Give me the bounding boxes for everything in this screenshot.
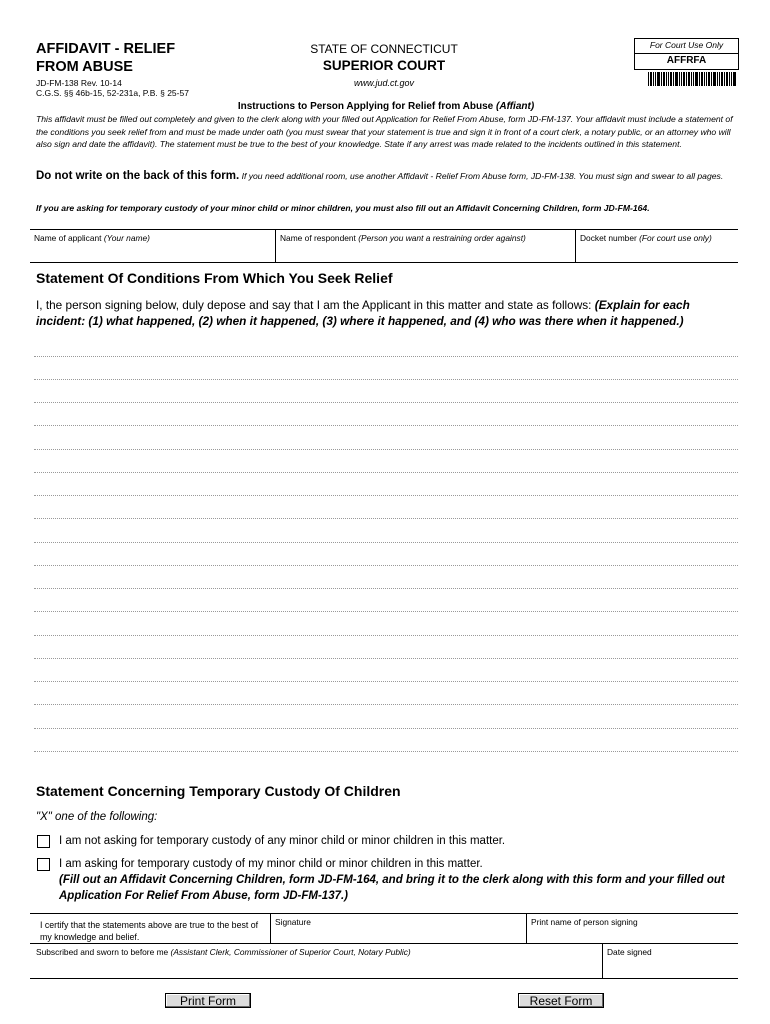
court-website: www.jud.ct.gov — [353, 78, 415, 88]
statement-line — [34, 518, 738, 519]
statement-intro — [36, 297, 742, 329]
statement-line — [34, 681, 738, 682]
statement-line — [34, 472, 738, 473]
statement-line — [34, 449, 738, 450]
statement-intro-bold: (Explain for each incident: (1) what happened, (2) when it happened, (3) where it happened, and (4) who was there when it happened.) — [36, 298, 690, 328]
sworn-row — [30, 943, 738, 979]
court-name: SUPERIOR COURT — [322, 58, 446, 73]
statutes: C.G.S. §§ 46b-15, 52-231a, P.B. § 25-57 — [36, 88, 189, 98]
applicant-name-hint: (Your name) — [103, 233, 150, 243]
statement-heading: Statement Of Conditions From Which You Seek Relief — [36, 270, 393, 286]
custody-instruction: "X" one of the following: — [36, 811, 158, 823]
date-signed-label: Date signed — [607, 947, 652, 957]
statement-line — [34, 611, 738, 612]
instructions-heading-affiant: (Affiant) — [496, 101, 535, 112]
custody-option1-checkbox[interactable] — [37, 835, 50, 848]
court-use-code: AFFRFA — [666, 55, 707, 66]
do-not-write-bold: Do not write on the back of this form. — [36, 170, 240, 182]
instructions-body: This affidavit must be filled out completely and given to the clerk along with your filled out Application for Relief From Abuse, form JD-FM-137. Your affidavit must include a statement of the conditions you seek relief from and must be made under oath (you must swear that your statement is true and sign it in front of a court clerk, a notary public, or an attorney who will also sign and date the affidavit). The statement must be true to the best of your knowledge. State if any arrest was made related to the incidents outlined in this statement. — [36, 114, 733, 149]
statement-line — [34, 402, 738, 403]
form-number-block — [36, 78, 189, 98]
court-use-label: For Court Use Only — [635, 40, 738, 54]
custody-option2-note: (Fill out an Affidavit Concerning Children, form JD-FM-164, and bring it to the clerk along with this form and your filled out Application For Relief From Abuse, form JD-FM-137.) — [59, 874, 725, 902]
statement-line — [34, 704, 738, 705]
respondent-name-label: Name of respondent — [280, 233, 356, 243]
custody-requirement-note: If you are asking for temporary custody of your minor child or minor children, you must also fill out an Affidavit Concerning Children, form JD-FM-164. — [36, 203, 650, 213]
form-title — [36, 40, 175, 76]
statement-line — [34, 588, 738, 589]
statement-line — [34, 565, 738, 566]
statement-line — [34, 379, 738, 380]
applicant-name-label: Name of applicant — [34, 233, 102, 243]
instructions-heading-text: Instructions to Person Applying for Relief from Abuse — [237, 101, 494, 112]
sworn-label: Subscribed and sworn to before me — [36, 947, 169, 957]
custody-heading: Statement Concerning Temporary Custody Of Children — [36, 783, 401, 799]
respondent-name-field[interactable] — [276, 230, 576, 262]
instructions-heading — [36, 101, 736, 112]
statement-line — [34, 658, 738, 659]
statement-line — [34, 425, 738, 426]
docket-number-label: Docket number — [580, 233, 637, 243]
sworn-hint: (Assistant Clerk, Commissioner of Superior Court, Notary Public) — [170, 947, 411, 957]
statement-line — [34, 542, 738, 543]
statement-intro-text: I, the person signing below, duly depose and say that I am the Applicant in this matter and state as follows: — [36, 298, 592, 312]
form-title-line1: AFFIDAVIT - RELIEF — [36, 41, 176, 57]
form-number: JD-FM-138 Rev. 10-14 — [36, 78, 122, 88]
custody-option1-label: I am not asking for temporary custody of any minor child or minor children in this matter. — [59, 835, 506, 847]
names-row — [30, 229, 738, 263]
do-not-write-rest: If you need additional room, use another Affidavit - Relief From Abuse form, JD-FM-138. You must sign and swear to all pages. — [241, 171, 724, 181]
signature-field[interactable] — [270, 914, 526, 944]
statement-line — [34, 495, 738, 496]
respondent-name-hint: (Person you want a restraining order against) — [358, 233, 526, 243]
barcode-image — [648, 72, 736, 86]
docket-number-field[interactable] — [576, 230, 738, 262]
statement-line — [34, 356, 738, 357]
statement-line — [34, 728, 738, 729]
custody-option2-text: I am asking for temporary custody of my minor child or minor children in this matter. — [59, 858, 483, 870]
sworn-before-field[interactable] — [32, 944, 600, 978]
statement-line — [34, 635, 738, 636]
signature-label: Signature — [275, 917, 311, 927]
custody-option2-label — [59, 856, 739, 904]
certify-statement: I certify that the statements above are true to the best of my knowledge and belief. — [40, 920, 259, 942]
docket-number-hint: (For court use only) — [639, 233, 712, 243]
custody-option2-checkbox[interactable] — [37, 858, 50, 871]
print-form-button[interactable]: Print Form — [165, 993, 251, 1008]
do-not-write-note — [36, 168, 738, 184]
print-name-field[interactable] — [526, 914, 738, 944]
state-name: STATE OF CONNECTICUT — [310, 42, 458, 56]
print-name-label: Print name of person signing — [531, 917, 638, 927]
reset-form-button[interactable]: Reset Form — [518, 993, 604, 1008]
statement-line — [34, 751, 738, 752]
court-use-box — [634, 38, 739, 70]
form-title-line2: FROM ABUSE — [36, 59, 133, 75]
applicant-name-field[interactable] — [30, 230, 276, 262]
date-signed-field[interactable] — [602, 944, 738, 978]
certification-row — [30, 913, 738, 944]
